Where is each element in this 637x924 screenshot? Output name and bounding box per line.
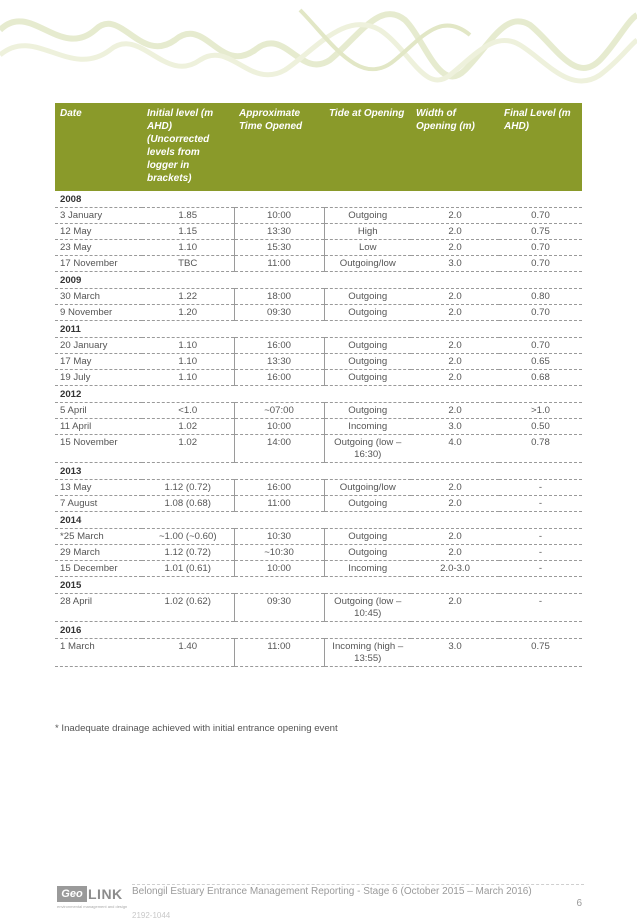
cell-tide: High [324,224,411,240]
year-row [55,386,582,403]
header-date: Date [55,103,142,191]
cell-date: 20 January [55,338,142,354]
footnote: * Inadequate drainage achieved with initial entrance opening event [55,723,338,734]
table-row [55,529,582,545]
cell-width: 3.0 [411,419,499,435]
cell-width: 2.0 [411,224,499,240]
table-row [55,305,582,321]
cell-time: ~10:30 [234,545,324,561]
cell-final-level: - [499,561,582,577]
table-row [55,354,582,370]
year-row [55,463,582,480]
year-label: 2009 [55,272,582,289]
cell-tide: Outgoing [324,305,411,321]
cell-date: 15 November [55,435,142,463]
table-row [55,224,582,240]
cell-tide: Outgoing [324,403,411,419]
cell-width: 2.0 [411,240,499,256]
cell-time: 16:00 [234,370,324,386]
cell-date: 28 April [55,594,142,622]
cell-initial-level: 1.85 [142,208,234,224]
cell-tide: Outgoing [324,289,411,305]
cell-tide: Outgoing [324,208,411,224]
cell-final-level: 0.70 [499,256,582,272]
cell-tide: Outgoing [324,529,411,545]
cell-date: 12 May [55,224,142,240]
cell-tide: Incoming [324,419,411,435]
cell-tide: Incoming [324,561,411,577]
footer-divider [132,884,584,885]
cell-initial-level: 1.15 [142,224,234,240]
table-row [55,594,582,622]
cell-initial-level: 1.02 [142,419,234,435]
footer-ref: 2192-1044 [132,911,171,920]
cell-tide: Outgoing [324,338,411,354]
cell-width: 2.0 [411,338,499,354]
table-row [55,240,582,256]
cell-date: 9 November [55,305,142,321]
cell-width: 2.0 [411,545,499,561]
cell-date: 5 April [55,403,142,419]
cell-initial-level: 1.10 [142,240,234,256]
cell-final-level: - [499,529,582,545]
table-row [55,545,582,561]
cell-time: 13:30 [234,354,324,370]
table-row [55,480,582,496]
year-row [55,512,582,529]
table-body [55,191,582,667]
cell-time: 11:00 [234,256,324,272]
cell-time: 13:30 [234,224,324,240]
cell-width: 2.0 [411,305,499,321]
cell-final-level: 0.68 [499,370,582,386]
year-label: 2014 [55,512,582,529]
cell-time: 16:00 [234,480,324,496]
table-row [55,370,582,386]
openings-table-container [55,103,582,667]
year-label: 2011 [55,321,582,338]
cell-date: 19 July [55,370,142,386]
cell-width: 3.0 [411,256,499,272]
cell-time: 10:30 [234,529,324,545]
cell-initial-level: 1.02 [142,435,234,463]
cell-tide: Outgoing (low – 16:30) [324,435,411,463]
cell-final-level: - [499,545,582,561]
year-label: 2008 [55,191,582,208]
year-row [55,191,582,208]
cell-final-level: >1.0 [499,403,582,419]
cell-initial-level: 1.10 [142,338,234,354]
cell-time: 09:30 [234,594,324,622]
cell-final-level: 0.70 [499,305,582,321]
cell-time: ~07:00 [234,403,324,419]
cell-date: 17 November [55,256,142,272]
table-row [55,338,582,354]
cell-tide: Outgoing (low – 10:45) [324,594,411,622]
cell-date: 1 March [55,639,142,667]
cell-width: 2.0 [411,289,499,305]
table-row [55,561,582,577]
cell-width: 2.0 [411,529,499,545]
year-label: 2016 [55,622,582,639]
table-row [55,289,582,305]
page-number: 6 [576,898,582,909]
cell-initial-level: TBC [142,256,234,272]
cell-time: 11:00 [234,496,324,512]
cell-date: 15 December [55,561,142,577]
header-wave-decoration [0,0,637,100]
cell-initial-level: 1.10 [142,370,234,386]
entrance-openings-table [55,103,582,667]
cell-time: 14:00 [234,435,324,463]
cell-tide: Outgoing [324,354,411,370]
cell-width: 4.0 [411,435,499,463]
year-label: 2012 [55,386,582,403]
year-row [55,577,582,594]
cell-date: 17 May [55,354,142,370]
cell-initial-level: 1.10 [142,354,234,370]
cell-final-level: 0.70 [499,208,582,224]
cell-date: *25 March [55,529,142,545]
table-row [55,419,582,435]
table-row [55,435,582,463]
table-row [55,208,582,224]
cell-final-level: 0.50 [499,419,582,435]
cell-time: 10:00 [234,561,324,577]
logo-geo: Geo [57,886,87,902]
cell-initial-level: ~1.00 (~0.60) [142,529,234,545]
cell-time: 09:30 [234,305,324,321]
header-final-level: Final Level (m AHD) [499,103,582,191]
cell-time: 18:00 [234,289,324,305]
cell-tide: Outgoing/low [324,256,411,272]
year-label: 2013 [55,463,582,480]
logo-tagline: environmental management and design [57,904,128,909]
year-label: 2015 [55,577,582,594]
cell-time: 11:00 [234,639,324,667]
cell-final-level: - [499,496,582,512]
table-row [55,403,582,419]
cell-tide: Outgoing [324,496,411,512]
year-row [55,622,582,639]
cell-initial-level: 1.12 (0.72) [142,545,234,561]
cell-initial-level: 1.12 (0.72) [142,480,234,496]
cell-final-level: 0.70 [499,240,582,256]
cell-final-level: 0.75 [499,224,582,240]
cell-width: 2.0 [411,496,499,512]
cell-time: 10:00 [234,419,324,435]
table-row [55,256,582,272]
cell-tide: Outgoing [324,545,411,561]
cell-initial-level: 1.40 [142,639,234,667]
cell-initial-level: 1.08 (0.68) [142,496,234,512]
cell-date: 7 August [55,496,142,512]
cell-date: 11 April [55,419,142,435]
cell-width: 3.0 [411,639,499,667]
logo-link: LINK [88,886,123,902]
cell-initial-level: 1.20 [142,305,234,321]
year-row [55,321,582,338]
cell-width: 2.0 [411,594,499,622]
footer-title: Belongil Estuary Entrance Management Reporting - Stage 6 (October 2015 – March 2016) [132,886,532,897]
cell-date: 3 January [55,208,142,224]
cell-initial-level: <1.0 [142,403,234,419]
cell-width: 2.0-3.0 [411,561,499,577]
cell-time: 15:30 [234,240,324,256]
cell-final-level: 0.75 [499,639,582,667]
cell-final-level: 0.65 [499,354,582,370]
table-header [55,103,582,191]
cell-date: 13 May [55,480,142,496]
header-width: Width of Opening (m) [411,103,499,191]
cell-final-level: - [499,480,582,496]
header-initial-level: Initial level (m AHD) (Uncorrected levels from logger in brackets) [142,103,234,191]
cell-initial-level: 1.02 (0.62) [142,594,234,622]
table-row [55,496,582,512]
cell-tide: Outgoing [324,370,411,386]
cell-tide: Outgoing/low [324,480,411,496]
cell-time: 10:00 [234,208,324,224]
cell-initial-level: 1.22 [142,289,234,305]
year-row [55,272,582,289]
cell-date: 23 May [55,240,142,256]
cell-tide: Incoming (high – 13:55) [324,639,411,667]
cell-width: 2.0 [411,354,499,370]
table-row [55,639,582,667]
cell-final-level: 0.80 [499,289,582,305]
cell-final-level: 0.78 [499,435,582,463]
cell-time: 16:00 [234,338,324,354]
cell-width: 2.0 [411,208,499,224]
cell-width: 2.0 [411,403,499,419]
page-footer [57,884,584,920]
header-tide: Tide at Opening [324,103,411,191]
cell-initial-level: 1.01 (0.61) [142,561,234,577]
geolink-logo [57,886,128,909]
cell-date: 30 March [55,289,142,305]
cell-final-level: - [499,594,582,622]
cell-width: 2.0 [411,480,499,496]
cell-tide: Low [324,240,411,256]
cell-final-level: 0.70 [499,338,582,354]
cell-date: 29 March [55,545,142,561]
cell-width: 2.0 [411,370,499,386]
header-time-opened: Approximate Time Opened [234,103,324,191]
